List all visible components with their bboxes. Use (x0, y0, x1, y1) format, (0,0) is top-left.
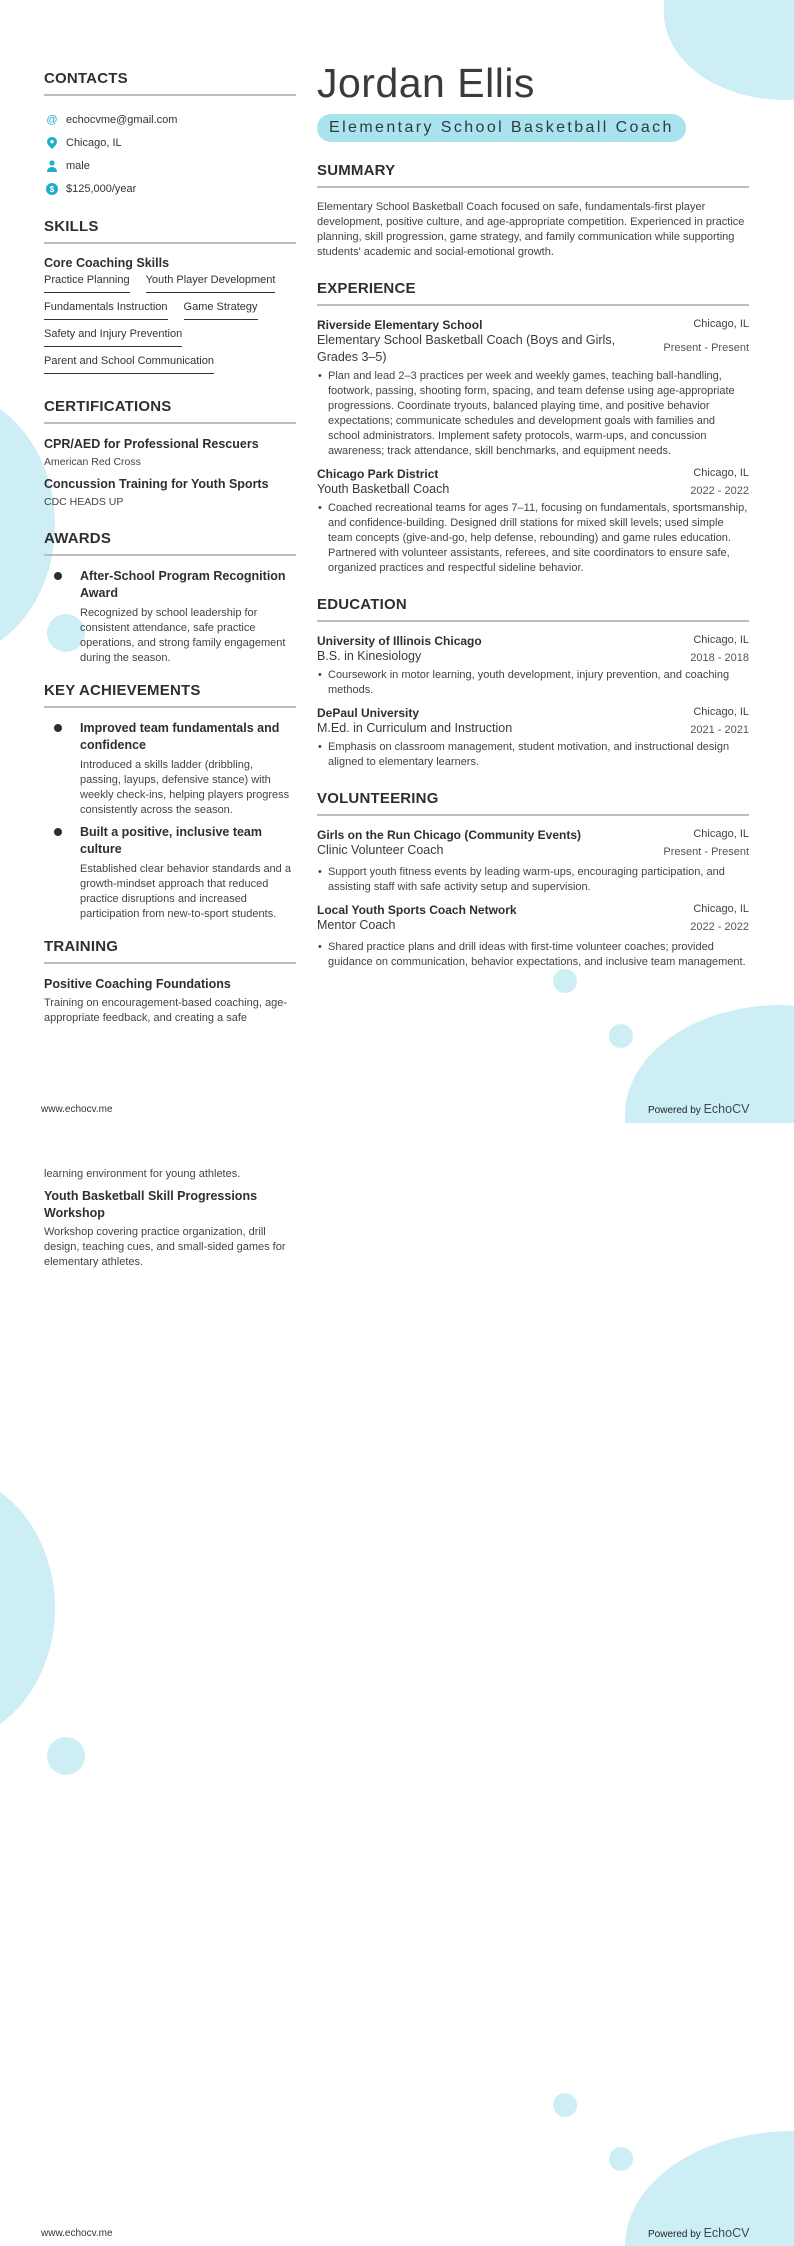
achievement-item (44, 824, 296, 922)
footer-website-link[interactable]: www.echocv.me (41, 2228, 113, 2239)
job-dates: Present - Present (663, 342, 749, 354)
resume-page-2 (0, 1123, 794, 2246)
skill-group-title: Core Coaching Skills (44, 256, 170, 270)
contact-value: male (66, 159, 90, 172)
decor-dot-right-2 (609, 2147, 633, 2171)
contact-gender (44, 154, 296, 177)
awards-section (44, 530, 296, 666)
contact-location (44, 131, 296, 154)
bullet-item: • Emphasis on classroom management, student motivation, and instructional design aligned to elementary learners. (318, 741, 730, 768)
section-heading: SUMMARY (317, 162, 749, 188)
bullet-item: • Support youth fitness events by leading warm-ups, encouraging participation, and assisting staff with safe activity setup and supervision. (318, 866, 725, 893)
experience-section (317, 280, 749, 576)
bullet-icon: • (318, 866, 322, 878)
volunteering-entry (317, 828, 749, 895)
contact-email[interactable] (44, 108, 296, 131)
section-heading: EDUCATION (317, 596, 749, 622)
bullet-icon: • (318, 502, 322, 514)
school-location: Chicago, IL (693, 706, 749, 718)
footer-powered-by[interactable]: Powered by EchoCV (648, 2226, 750, 2240)
decor-dot-left (47, 1737, 85, 1775)
organization-name: Local Youth Sports Coach Network (317, 903, 517, 917)
skill-tag: Safety and Injury Prevention (44, 328, 182, 347)
award-title: After-School Program Recognition Award (80, 569, 286, 600)
volunteer-dates: 2022 - 2022 (690, 921, 749, 933)
certification-issuer: American Red Cross (44, 456, 141, 468)
school-name: University of Illinois Chicago (317, 634, 482, 648)
footer-powered-by[interactable]: Powered by EchoCV (648, 1102, 750, 1116)
dollar-icon (46, 183, 58, 195)
job-role: Elementary School Basketball Coach (Boys and Girls, Grades 3–5) (317, 333, 616, 364)
bullet-icon: • (318, 669, 322, 681)
organization-location: Chicago, IL (693, 828, 749, 840)
section-heading: TRAINING (44, 938, 296, 964)
section-heading: CERTIFICATIONS (44, 398, 296, 424)
skill-tag: Practice Planning (44, 274, 130, 293)
bullet-icon: • (318, 941, 322, 953)
location-pin-icon (46, 137, 58, 149)
skill-tag: Game Strategy (184, 301, 258, 320)
achievements-section (44, 682, 296, 922)
bullet-dot-icon (54, 724, 62, 732)
employer-location: Chicago, IL (693, 318, 749, 330)
section-heading: SKILLS (44, 218, 296, 244)
section-heading: VOLUNTEERING (317, 790, 749, 816)
award-item (44, 568, 296, 666)
contacts-section (44, 70, 296, 200)
section-heading: AWARDS (44, 530, 296, 556)
candidate-name: Jordan Ellis (317, 60, 535, 106)
section-heading: EXPERIENCE (317, 280, 749, 306)
employer-location: Chicago, IL (693, 467, 749, 479)
degree: M.Ed. in Curriculum and Instruction (317, 721, 513, 735)
contact-salary (44, 177, 296, 200)
training-description-continued: learning environment for young athletes. (44, 1168, 241, 1180)
skill-tags (44, 274, 296, 382)
skill-tag: Fundamentals Instruction (44, 301, 168, 320)
contact-value: echocvme@gmail.com (66, 113, 178, 126)
school-name: DePaul University (317, 706, 420, 720)
training-title: Youth Basketball Skill Progressions Workshop (44, 1189, 258, 1220)
experience-entry (317, 318, 749, 459)
organization-name: Girls on the Run Chicago (Community Events) (317, 828, 582, 842)
bullet-item: • Shared practice plans and drill ideas with first-time volunteer coaches; provided guidance on communication, behavior expectations, and inclusive team management. (318, 941, 746, 968)
bullet-item: • Coursework in motor learning, youth development, injury prevention, and coaching methods. (318, 669, 730, 696)
degree: B.S. in Kinesiology (317, 649, 422, 663)
svg-text:$: $ (49, 184, 55, 194)
training-section (44, 938, 296, 1026)
education-dates: 2021 - 2021 (690, 724, 749, 736)
volunteer-role: Mentor Coach (317, 918, 396, 932)
achievement-title: Improved team fundamentals and confidence (80, 721, 280, 752)
decor-dot-right-1 (553, 2093, 577, 2117)
employer-name: Riverside Elementary School (317, 318, 483, 332)
section-heading: KEY ACHIEVEMENTS (44, 682, 296, 708)
certifications-section (44, 398, 296, 508)
brand-name: EchoCV (703, 2226, 750, 2240)
bullet-icon: • (318, 370, 322, 382)
contact-value: $125,000/year (66, 182, 137, 195)
volunteer-role: Clinic Volunteer Coach (317, 843, 444, 857)
bullet-dot-icon (54, 572, 62, 580)
job-dates: 2022 - 2022 (690, 485, 749, 497)
achievement-description: Established clear behavior standards and a growth-mindset approach that reduced practice disruptions and increased participation from new-to-sport students. (80, 863, 291, 920)
training-description: Training on encouragement-based coaching, age-appropriate feedback, and creating a safe (44, 997, 287, 1024)
summary-text: Elementary School Basketball Coach focused on safe, fundamentals-first player development, positive culture, and age-appropriate competition. Experienced in practice planning, skill progression, game strategy, and family communication while supporting students' academic and social-emotional growth. (317, 201, 745, 258)
certification-issuer: CDC HEADS UP (44, 496, 124, 508)
bullet-icon: • (318, 741, 322, 753)
certification-name: CPR/AED for Professional Rescuers (44, 437, 259, 451)
decor-blob-left (0, 1473, 55, 1743)
footer-website-link[interactable]: www.echocv.me (41, 1104, 113, 1115)
certification-name: Concussion Training for Youth Sports (44, 477, 269, 491)
job-role: Youth Basketball Coach (317, 482, 450, 496)
experience-entry (317, 467, 749, 576)
bullet-item: • Coached recreational teams for ages 7–11, focusing on fundamentals, sportsmanship, and confidence-building. Designed drill stations for mixed skill levels; used simple team concepts (give-and-go, help defense, rebounding) and game rules education. Partnered with volunteer assistants, referees, and site coordinators to ensure safe, organized practices and respectful sideline behavior. (318, 502, 748, 574)
person-icon (46, 160, 58, 172)
skill-tag: Parent and School Communication (44, 355, 214, 374)
volunteer-dates: Present - Present (663, 846, 749, 858)
brand-name: EchoCV (703, 1102, 750, 1116)
award-description: Recognized by school leadership for consistent attendance, safe practice operations, and strong family engagement during the season. (80, 607, 286, 664)
skills-section (44, 218, 296, 382)
education-entry (317, 634, 749, 698)
contact-value: Chicago, IL (66, 136, 122, 149)
employer-name: Chicago Park District (317, 467, 439, 481)
at-icon: @ (46, 113, 58, 126)
summary-section (317, 162, 749, 260)
section-heading: CONTACTS (44, 70, 296, 96)
right-column (317, 60, 749, 978)
skill-tag: Youth Player Development (146, 274, 276, 293)
training-title: Positive Coaching Foundations (44, 977, 231, 991)
achievement-item (44, 720, 296, 818)
training-description: Workshop covering practice organization, drill design, teaching cues, and small-sided games for elementary athletes. (44, 1226, 286, 1268)
achievement-title: Built a positive, inclusive team culture (80, 825, 263, 856)
school-location: Chicago, IL (693, 634, 749, 646)
organization-location: Chicago, IL (693, 903, 749, 915)
decor-dot-right-2 (609, 1024, 633, 1048)
left-column-continued (44, 1167, 296, 1270)
education-entry (317, 706, 749, 770)
left-column (44, 70, 296, 1026)
volunteering-entry (317, 903, 749, 970)
volunteering-section (317, 790, 749, 970)
achievement-description: Introduced a skills ladder (dribbling, passing, layups, defensive stance) with weekly check-ins, helping players progress consistently across the season. (80, 759, 290, 816)
bullet-item: • Plan and lead 2–3 practices per week and weekly games, teaching ball-handling, footwork, passing, shooting form, spacing, and team defense using age-appropriate progressions. Coordinate tryouts, balanced playing time, and positive behavior expectations; communicate schedules and development goals with families and school administrators. Implement safety protocols, warm-ups, and concussion awareness; track attendance, skill benchmarks, and equipment needs. (318, 370, 735, 457)
education-dates: 2018 - 2018 (690, 652, 749, 664)
education-section (317, 596, 749, 770)
bullet-dot-icon (54, 828, 62, 836)
job-title-badge: Elementary School Basketball Coach (317, 114, 686, 142)
